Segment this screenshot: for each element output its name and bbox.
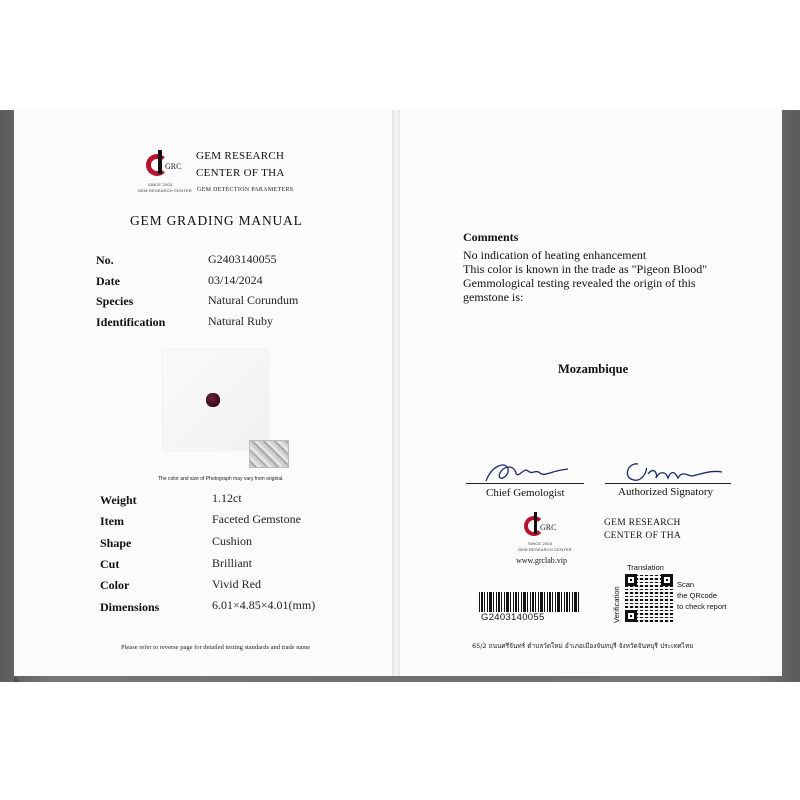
authorized-signature-line (605, 483, 731, 484)
ruby-gemstone-image (206, 393, 220, 407)
grc-logo (138, 150, 192, 200)
logo-letters: GRC (540, 523, 557, 532)
field-value-cut: Brilliant (212, 556, 252, 570)
qr-scan-line: to check report (677, 602, 727, 611)
org-name-line2-right: CENTER OF THA (604, 531, 682, 541)
field-value-weight: 1.12ct (212, 491, 242, 505)
field-label-dimensions: Dimensions (100, 600, 160, 614)
org-name-line1: GEM RESEARCH (196, 150, 285, 162)
page-spine (392, 110, 400, 676)
org-subtitle: GEM DETECTION PARAMETERS (197, 187, 294, 193)
chief-gemologist-label: Chief Gemologist (486, 487, 565, 499)
field-label-cut: Cut (100, 557, 120, 571)
comment-line: No indication of heating enhancement (463, 248, 647, 262)
field-label-item: Item (100, 514, 124, 528)
origin-country: Mozambique (558, 362, 629, 376)
chief-signature-line (466, 483, 584, 484)
grc-logo-small (518, 512, 572, 558)
logo-since: SINCE 2003 (528, 541, 553, 546)
document-title: GEM GRADING MANUAL (130, 213, 303, 228)
field-label-identification: Identification (96, 315, 166, 329)
chief-gemologist-signature (478, 455, 578, 491)
field-value-color: Vivid Red (212, 577, 261, 591)
right-page (398, 110, 782, 676)
comments-title: Comments (463, 230, 519, 244)
qr-translation-label: Translation (627, 563, 664, 572)
logo-center: GEM RESEARCH CENTER (138, 188, 192, 193)
photo-caption: The color and size of Photograph may vary from original. (158, 476, 284, 482)
logo-letters: GRC (165, 162, 182, 171)
comment-line: gemstone is: (463, 290, 524, 304)
field-label-date: Date (96, 274, 120, 288)
logo-since: SINCE 2003 (148, 182, 173, 187)
authorized-signatory-label: Authorized Signatory (618, 486, 714, 498)
field-label-shape: Shape (100, 536, 132, 550)
barcode-number: G2403140055 (481, 612, 545, 623)
qr-verification-label: Verification (612, 586, 621, 623)
field-value-species: Natural Corundum (208, 293, 299, 307)
verification-qr-code[interactable] (625, 574, 673, 622)
qr-scan-line: Scan (677, 580, 695, 589)
reverse-page-footnote: Please refer to reverse page for detailed testing standards and trade name (121, 644, 311, 651)
field-label-species: Species (96, 294, 134, 308)
field-label-weight: Weight (100, 493, 137, 507)
field-value-no: G2403140055 (208, 252, 277, 266)
thai-address: 65/2 ถนนศรีจันทร์ ตำบลวัดใหม่ อำเภอเมืองจันทบุรี จังหวัดจันทบุรี ประเทศไทย (472, 642, 694, 650)
logo-center: GEM RESEARCH CENTER (518, 547, 572, 552)
field-value-date: 03/14/2024 (208, 273, 263, 287)
org-name-line2: CENTER OF THA (196, 167, 285, 179)
field-label-color: Color (100, 578, 130, 592)
field-value-dimensions: 6.01×4.85×4.01(mm) (212, 598, 316, 612)
report-barcode (479, 592, 579, 612)
comment-line: This color is known in the trade as "Pigeon Blood" (463, 262, 708, 276)
field-value-item: Faceted Gemstone (212, 512, 301, 526)
field-value-shape: Cushion (212, 534, 253, 548)
hologram-sticker (249, 440, 289, 468)
field-value-identification: Natural Ruby (208, 314, 273, 328)
org-name-line1-right: GEM RESEARCH (604, 518, 681, 528)
comment-line: Gemmological testing revealed the origin of this (463, 276, 696, 290)
field-label-no: No. (96, 253, 114, 267)
website-link[interactable]: www.grclab.vip (516, 556, 568, 565)
qr-scan-line: the QRcode (677, 591, 718, 600)
